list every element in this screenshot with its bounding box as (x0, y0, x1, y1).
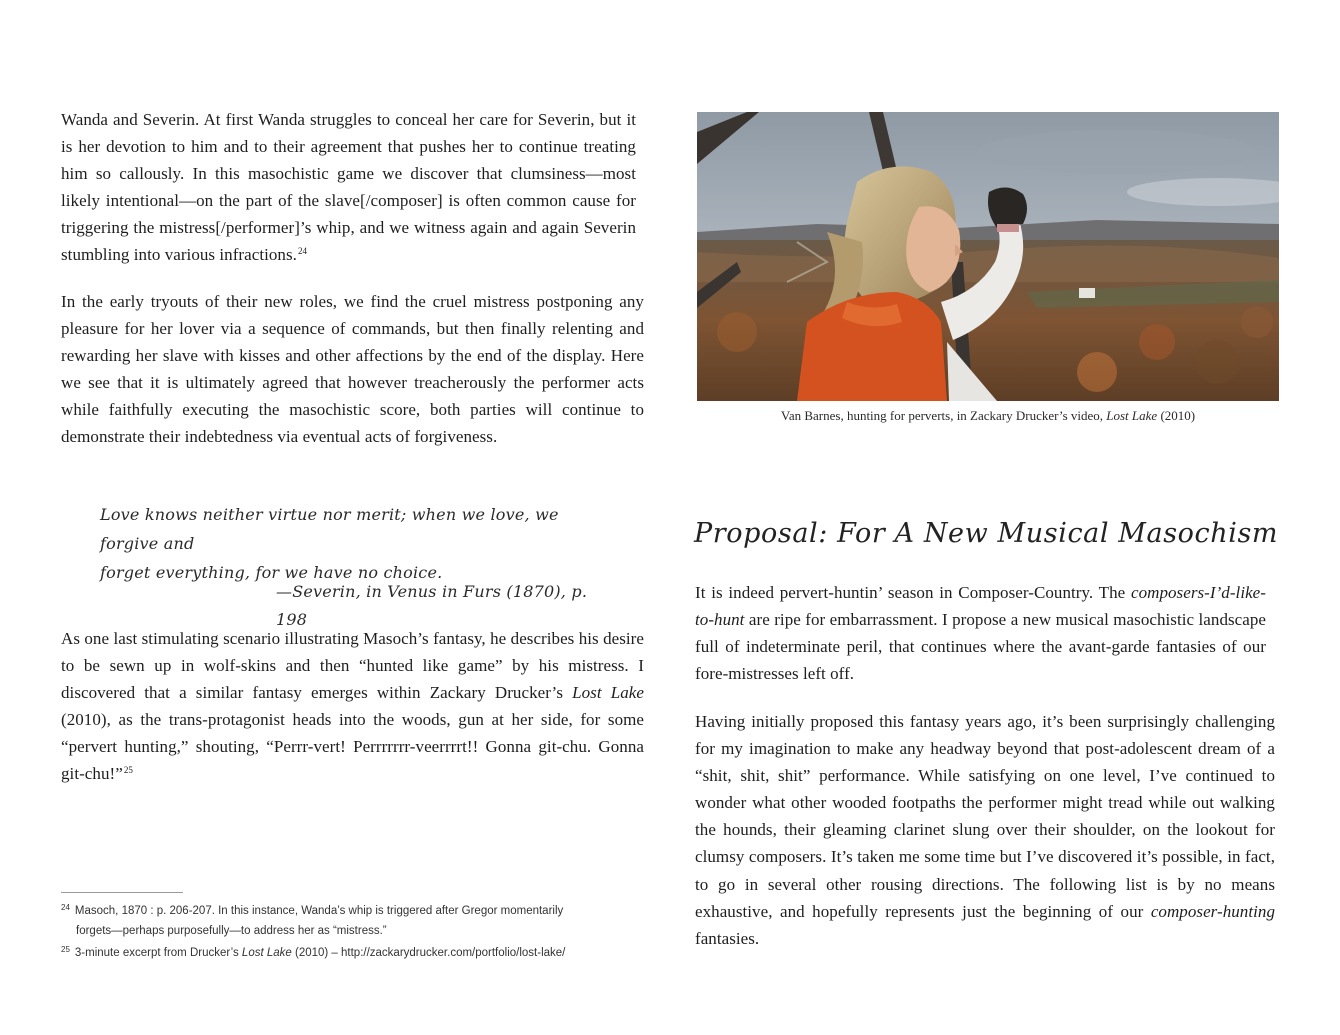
work-title: Lost Lake (572, 683, 644, 703)
quote-text: Love knows neither virtue nor merit; when we love, we forgive and forget everything, for we have no choice. (100, 505, 559, 582)
film-still-photo (697, 112, 1279, 401)
lost-lake-still-image (697, 112, 1279, 401)
footnote-25: $^{25}$ 3-minute excerpt from Drucker’s Lost Lake (2010) – http://zackarydrucker.com/portfolio/lost-lake/ (61, 945, 566, 959)
photo-caption: Van Barnes, hunting for perverts, in Zackary Drucker’s video, Lost Lake (2010) (780, 408, 1196, 423)
paragraph-wanda-severin: Wanda and Severin. At first Wanda struggles to conceal her care for Severin, but it is her devotion to him and to their agreement that pushes her to continue treating him so callously. In this masochistic game we discover that clumsiness—most likely intentional—on the part of the slave[/composer] is often common cause for triggering the mistress[/performer]’s whip, and we witness again and again Severin stumbling into various infractions.$^{24}$ (61, 110, 636, 265)
footnote-ref-24[interactable]: 24 (297, 246, 308, 257)
footnote-24: $^{24}$ Masoch, 1870 : p. 206-207. In this instance, Wanda’s whip is triggered after Gregor momentarily forgets—perhaps purposefully—to address her as “mistress.” (61, 903, 564, 937)
quote-attribution: —Severin, in Venus in Furs (1870), p. 198 (276, 582, 588, 629)
paragraph-pervert-huntin-season: It is indeed pervert-huntin’ season in Composer-Country. The composers-I’d-like-to-hunt are ripe for embarrassment. I propose a new musical masochistic landscape full of indeterminate peril, that continues where the avant-garde fantasies of our fore-mistresses left off. (695, 583, 1266, 684)
footnote-ref-25[interactable]: 25 (123, 765, 133, 776)
footnote-divider (61, 892, 183, 893)
paragraph-fantasy-years-ago: Having initially proposed this fantasy years ago, it’s been surprisingly challenging for my imagination to make any headway beyond that post-adolescent dream of a “shit, shit, shit” performance. While satisfying on one level, I’ve continued to wonder what other wooded footpaths the performer might tread while out walking the hounds, their gleaming clarinet slung over their shoulder, on the lookout for clumsy composers. It’s taken me some time but I’ve discovered it’s possible, in fact, to go in several other rousing directions. The following list is by no means exhaustive, and hopefully represents just the beginning of our composer-hunting fantasies. (695, 712, 1275, 948)
section-heading: Proposal: For A New Musical Masochism (694, 518, 1279, 549)
paragraph-masoch-fantasy: As one last stimulating scenario illustrating Masoch’s fantasy, he describes his desire to be sewn up in wolf-skins and then “hunted like game” by his mistress. I discovered that a similar fantasy emerges within Zackary Drucker’s Lost Lake (2010), as the trans-protagonist heads into the woods, gun at her side, for some “pervert hunting,” shouting, “Perrr-vert! Perrrrrrr-veerrrrt!! Gonna git-chu. Gonna git-chu!”$^{25}$ (61, 629, 644, 784)
paragraph-early-tryouts: In the early tryouts of their new roles, we find the cruel mistress postponing any pleasure for her lover via a sequence of commands, but then finally relenting and rewarding her slave with kisses and other affections by the end of the display. Here we see that it is ultimately agreed that however treacherously the performer acts while faithfully executing the masochistic score, both parties will continue to demonstrate their indebtedness via eventual acts of forgiveness. (61, 292, 644, 447)
